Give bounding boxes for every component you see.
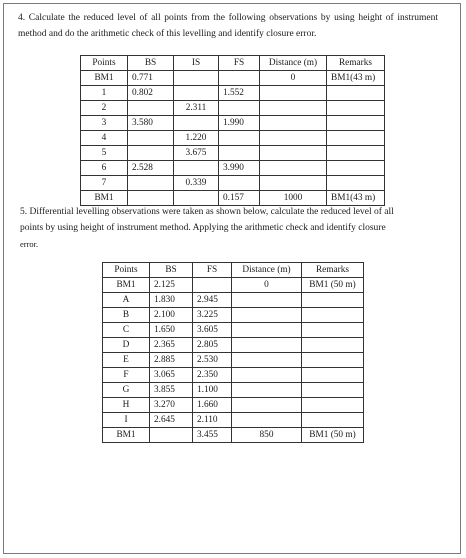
- table-row: [103, 413, 364, 428]
- cell-is: [174, 71, 219, 86]
- col-header-bs: BS: [150, 263, 193, 278]
- cell-point: E: [103, 353, 150, 368]
- table-row: [81, 161, 385, 176]
- table-row: [103, 383, 364, 398]
- col-header-points: Points: [81, 56, 128, 71]
- cell-is: 3.675: [174, 146, 219, 161]
- cell-point: BM1: [103, 278, 150, 293]
- cell-distance: [260, 101, 327, 116]
- cell-fs: 1.660: [193, 398, 232, 413]
- cell-bs: 0.802: [128, 86, 174, 101]
- cell-point: C: [103, 323, 150, 338]
- cell-fs: [219, 71, 260, 86]
- table-row: [103, 323, 364, 338]
- table-row: [103, 428, 364, 443]
- cell-remarks: [327, 161, 385, 176]
- cell-remarks: [327, 146, 385, 161]
- cell-remarks: [327, 86, 385, 101]
- table-row: [103, 308, 364, 323]
- cell-point: D: [103, 338, 150, 353]
- col-header-remarks: Remarks: [302, 263, 364, 278]
- levelling-table-1: [80, 55, 385, 206]
- cell-fs: [219, 101, 260, 116]
- cell-point: F: [103, 368, 150, 383]
- col-header-bs: BS: [128, 56, 174, 71]
- cell-fs: [219, 176, 260, 191]
- cell-is: 1.220: [174, 131, 219, 146]
- cell-point: 5: [81, 146, 128, 161]
- cell-remarks: BM1 (50 m): [302, 278, 364, 293]
- cell-point: 6: [81, 161, 128, 176]
- cell-distance: [260, 131, 327, 146]
- cell-bs: 2.528: [128, 161, 174, 176]
- cell-fs: 1.100: [193, 383, 232, 398]
- cell-distance: [232, 368, 302, 383]
- cell-point: 4: [81, 131, 128, 146]
- cell-point: A: [103, 293, 150, 308]
- cell-distance: [260, 116, 327, 131]
- cell-bs: [128, 176, 174, 191]
- cell-distance: [260, 176, 327, 191]
- cell-bs: 2.885: [150, 353, 193, 368]
- col-header-distance: Distance (m): [232, 263, 302, 278]
- cell-point: 2: [81, 101, 128, 116]
- cell-remarks: BM1(43 m): [327, 191, 385, 206]
- cell-remarks: [302, 383, 364, 398]
- cell-fs: 3.990: [219, 161, 260, 176]
- col-header-points: Points: [103, 263, 150, 278]
- cell-fs: 2.350: [193, 368, 232, 383]
- cell-point: BM1: [81, 71, 128, 86]
- cell-remarks: BM1(43 m): [327, 71, 385, 86]
- table-row: [103, 278, 364, 293]
- cell-fs: 2.530: [193, 353, 232, 368]
- cell-fs: [193, 278, 232, 293]
- col-header-distance: Distance (m): [260, 56, 327, 71]
- table-row: [81, 176, 385, 191]
- table-row: [103, 353, 364, 368]
- cell-bs: 2.100: [150, 308, 193, 323]
- cell-bs: 1.650: [150, 323, 193, 338]
- cell-point: BM1: [81, 191, 128, 206]
- col-header-remarks: Remarks: [327, 56, 385, 71]
- cell-remarks: [327, 101, 385, 116]
- cell-is: [174, 86, 219, 101]
- cell-remarks: [302, 338, 364, 353]
- cell-fs: 3.605: [193, 323, 232, 338]
- cell-remarks: [327, 116, 385, 131]
- cell-point: 1: [81, 86, 128, 101]
- cell-bs: 2.645: [150, 413, 193, 428]
- cell-is: 0.339: [174, 176, 219, 191]
- table-row: [81, 86, 385, 101]
- cell-remarks: [302, 413, 364, 428]
- table-row: [81, 146, 385, 161]
- cell-distance: 0: [260, 71, 327, 86]
- cell-bs: 2.365: [150, 338, 193, 353]
- question-5-line-3: error.: [20, 239, 39, 249]
- cell-remarks: BM1 (50 m): [302, 428, 364, 443]
- cell-bs: 2.125: [150, 278, 193, 293]
- table-row: [103, 368, 364, 383]
- col-header-fs: FS: [193, 263, 232, 278]
- cell-bs: 3.065: [150, 368, 193, 383]
- question-5-line-1: 5. Differential levelling observations were taken as shown below, calculate the reduced level of all: [20, 207, 394, 217]
- cell-bs: 3.855: [150, 383, 193, 398]
- cell-fs: 2.110: [193, 413, 232, 428]
- cell-remarks: [302, 293, 364, 308]
- cell-bs: [128, 131, 174, 146]
- cell-remarks: [327, 176, 385, 191]
- col-header-is: IS: [174, 56, 219, 71]
- col-header-fs: FS: [219, 56, 260, 71]
- table-row: [81, 116, 385, 131]
- cell-fs: 0.157: [219, 191, 260, 206]
- table-row: [81, 131, 385, 146]
- cell-distance: [232, 353, 302, 368]
- cell-fs: 2.945: [193, 293, 232, 308]
- cell-is: [174, 161, 219, 176]
- cell-distance: [232, 293, 302, 308]
- table-row: [103, 293, 364, 308]
- cell-distance: 1000: [260, 191, 327, 206]
- cell-fs: 1.552: [219, 86, 260, 101]
- cell-bs: [128, 101, 174, 116]
- cell-fs: 3.455: [193, 428, 232, 443]
- table-row: [103, 398, 364, 413]
- cell-remarks: [327, 131, 385, 146]
- cell-is: 2.311: [174, 101, 219, 116]
- cell-remarks: [302, 353, 364, 368]
- cell-remarks: [302, 398, 364, 413]
- cell-fs: 1.990: [219, 116, 260, 131]
- cell-distance: 850: [232, 428, 302, 443]
- cell-distance: [260, 146, 327, 161]
- cell-bs: [150, 428, 193, 443]
- levelling-table-2: [102, 262, 364, 443]
- cell-bs: 0.771: [128, 71, 174, 86]
- cell-is: [174, 116, 219, 131]
- cell-distance: [232, 323, 302, 338]
- cell-distance: [232, 398, 302, 413]
- question-5-text: [20, 204, 436, 252]
- cell-point: H: [103, 398, 150, 413]
- cell-point: G: [103, 383, 150, 398]
- table-row: [81, 71, 385, 86]
- table-row: [103, 338, 364, 353]
- table-row: [81, 101, 385, 116]
- cell-point: BM1: [103, 428, 150, 443]
- question-4-text: 4. Calculate the reduced level of all points from the following observations by using height of instrument method and do the arithmetic check of this levelling and identify closure error.: [18, 13, 438, 39]
- cell-distance: [232, 308, 302, 323]
- table-header-row: [81, 56, 385, 71]
- cell-point: 3: [81, 116, 128, 131]
- cell-bs: 3.270: [150, 398, 193, 413]
- cell-remarks: [302, 323, 364, 338]
- cell-fs: 2.805: [193, 338, 232, 353]
- table-header-row: [103, 263, 364, 278]
- cell-distance: [232, 338, 302, 353]
- question-5-line-2: points by using height of instrument method. Applying the arithmetic check and identify closure: [20, 223, 386, 233]
- cell-fs: [219, 131, 260, 146]
- cell-point: 7: [81, 176, 128, 191]
- cell-remarks: [302, 308, 364, 323]
- cell-point: B: [103, 308, 150, 323]
- cell-distance: [232, 383, 302, 398]
- cell-bs: [128, 146, 174, 161]
- cell-fs: [219, 146, 260, 161]
- cell-bs: 1.830: [150, 293, 193, 308]
- cell-remarks: [302, 368, 364, 383]
- cell-distance: 0: [232, 278, 302, 293]
- cell-fs: 3.225: [193, 308, 232, 323]
- cell-bs: 3.580: [128, 116, 174, 131]
- cell-distance: [232, 413, 302, 428]
- cell-point: I: [103, 413, 150, 428]
- cell-distance: [260, 86, 327, 101]
- cell-distance: [260, 161, 327, 176]
